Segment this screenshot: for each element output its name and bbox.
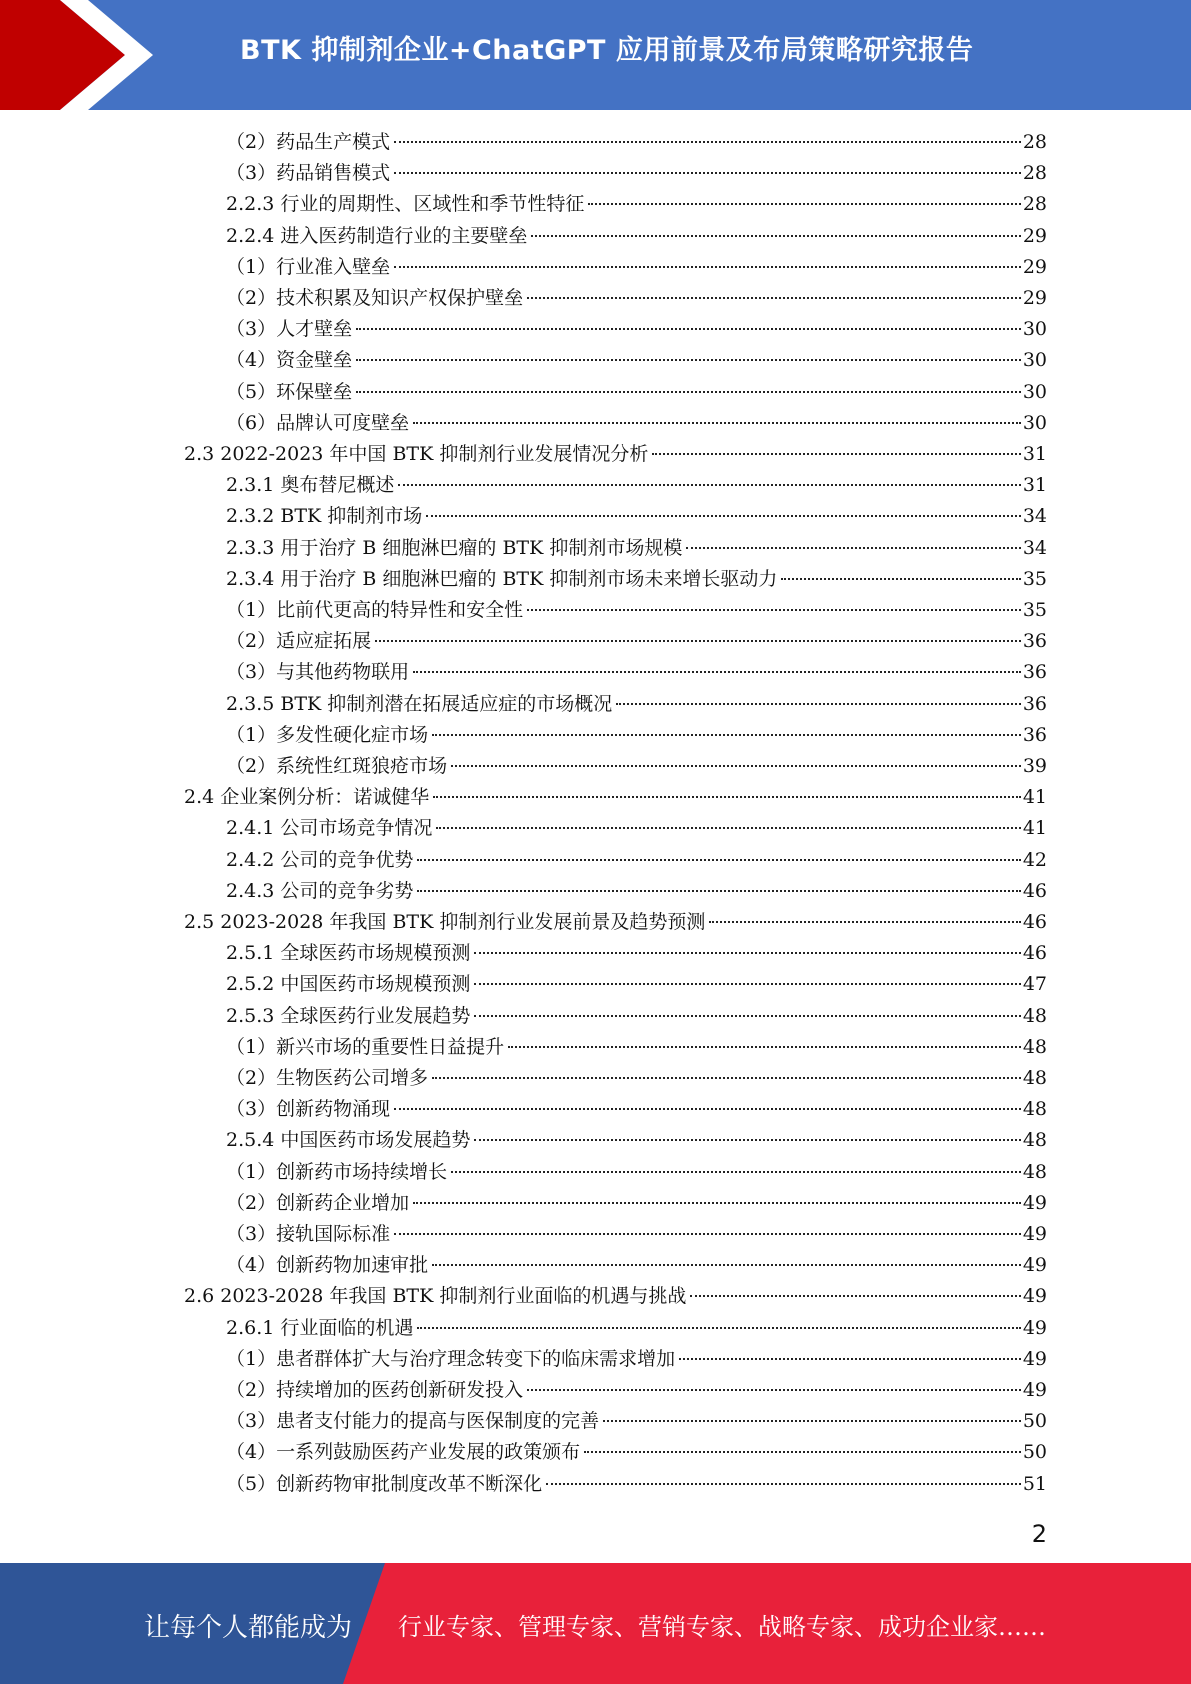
toc-entry-page: 49: [1022, 1254, 1047, 1277]
toc-entry[interactable]: [226, 283, 1047, 313]
toc-dot-leader: [413, 422, 1021, 424]
toc-entry-label: 2.3.3 用于治疗 B 细胞淋巴瘤的 BTK 抑制剂市场规模: [226, 536, 683, 559]
toc-entry-label: 2.5 2023-2028 年我国 BTK 抑制剂行业发展前景及趋势预测: [184, 911, 706, 933]
toc-entry-label: 2.2.4 进入医药制造行业的主要壁垒: [226, 224, 528, 247]
toc-entry-page: 31: [1022, 443, 1047, 465]
toc-entry[interactable]: [226, 1157, 1047, 1187]
toc-entry[interactable]: [226, 1063, 1047, 1093]
toc-entry[interactable]: [226, 1406, 1047, 1436]
toc-entry-label: 2.3.5 BTK 抑制剂潜在拓展适应症的市场概况: [226, 692, 613, 715]
toc-entry[interactable]: [226, 1188, 1047, 1218]
toc-dot-leader: [546, 1483, 1021, 1485]
toc-entry-label: 2.5.1 全球医药市场规模预测: [226, 942, 471, 965]
toc-entry[interactable]: [184, 439, 1047, 469]
toc-entry-page: 48: [1022, 1067, 1047, 1089]
toc-entry-page: 46: [1022, 879, 1047, 902]
toc-entry-page: 29: [1022, 224, 1047, 247]
toc-entry-label: （1）创新药市场持续增长: [226, 1160, 448, 1183]
toc-entry-label: （4）一系列鼓励医药产业发展的政策颁布: [226, 1441, 581, 1464]
toc-dot-leader: [451, 1171, 1021, 1173]
toc-entry[interactable]: [226, 626, 1047, 656]
toc-entry[interactable]: [226, 1125, 1047, 1155]
toc-entry[interactable]: [226, 751, 1047, 781]
toc-entry-label: （2）药品生产模式: [226, 131, 391, 153]
toc-entry-label: 2.5.4 中国医药市场发展趋势: [226, 1129, 471, 1152]
toc-dot-leader: [432, 1077, 1021, 1079]
toc-dot-leader: [394, 141, 1021, 143]
toc-dot-leader: [690, 1295, 1020, 1297]
toc-entry-page: 49: [1022, 1191, 1047, 1214]
toc-entry[interactable]: [184, 782, 1047, 812]
toc-entry[interactable]: [226, 221, 1047, 251]
toc-entry-label: 2.4.2 公司的竞争优势: [226, 848, 414, 871]
toc-entry-label: 2.5.3 全球医药行业发展趋势: [226, 1004, 471, 1027]
toc-entry-page: 28: [1022, 131, 1047, 153]
toc-dot-leader: [527, 1389, 1021, 1391]
toc-dot-leader: [508, 1046, 1021, 1048]
toc-entry-label: 2.5.2 中国医药市场规模预测: [226, 973, 471, 996]
toc-entry-page: 47: [1022, 973, 1047, 996]
toc-entry-page: 29: [1022, 255, 1047, 278]
toc-dot-leader: [652, 453, 1020, 455]
toc-dot-leader: [356, 391, 1021, 393]
footer-slogan-right: 行业专家、管理专家、营销专家、战略专家、成功企业家……: [398, 1613, 1046, 1641]
toc-entry-label: 2.6.1 行业面临的机遇: [226, 1316, 414, 1339]
toc-entry[interactable]: [226, 1094, 1047, 1124]
toc-entry[interactable]: [226, 876, 1047, 906]
toc-entry-label: （1）新兴市场的重要性日益提升: [226, 1035, 505, 1058]
toc-dot-leader: [413, 1202, 1021, 1204]
toc-dot-leader: [527, 297, 1021, 299]
toc-entry[interactable]: [226, 314, 1047, 344]
toc-entry-page: 49: [1022, 1285, 1047, 1308]
toc-entry-page: 48: [1022, 1129, 1047, 1152]
toc-dot-leader: [432, 734, 1021, 736]
toc-dot-leader: [686, 547, 1020, 549]
toc-dot-leader: [451, 765, 1021, 767]
toc-entry[interactable]: [226, 1344, 1047, 1374]
toc-entry-page: 50: [1022, 1410, 1047, 1433]
toc-entry-label: 2.2.3 行业的周期性、区域性和季节性特征: [226, 193, 585, 216]
toc-dot-leader: [375, 640, 1021, 642]
toc-entry-label: （2）技术积累及知识产权保护壁垒: [226, 287, 524, 309]
page-header: [0, 0, 1191, 110]
toc-dot-leader: [584, 1451, 1021, 1453]
toc-entry-label: 2.6 2023-2028 年我国 BTK 抑制剂行业面临的机遇与挑战: [184, 1285, 687, 1308]
toc-dot-leader: [474, 983, 1020, 985]
toc-dot-leader: [413, 671, 1021, 673]
toc-entry[interactable]: [226, 533, 1047, 563]
toc-entry-page: 31: [1022, 474, 1047, 497]
toc-entry[interactable]: [184, 907, 1047, 937]
toc-dot-leader: [356, 328, 1021, 330]
toc-dot-leader: [356, 359, 1021, 361]
toc-dot-leader: [436, 827, 1020, 829]
toc-entry[interactable]: [226, 1250, 1047, 1280]
toc-entry-label: （3）与其他药物联用: [226, 661, 410, 684]
toc-entry-label: （5）创新药物审批制度改革不断深化: [226, 1472, 543, 1495]
toc-entry[interactable]: [226, 813, 1047, 843]
header-title: BTK 抑制剂企业+ChatGPT 应用前景及布局策略研究报告: [240, 35, 974, 66]
toc-entry[interactable]: [226, 1469, 1047, 1499]
toc-entry-page: 46: [1022, 942, 1047, 965]
toc-entry-label: （3）患者支付能力的提高与医保制度的完善: [226, 1410, 600, 1433]
toc-entry-page: 48: [1022, 1004, 1047, 1027]
toc-entry[interactable]: [226, 1313, 1047, 1343]
toc-entry-label: （3）药品销售模式: [226, 162, 391, 185]
toc-entry-page: 34: [1022, 536, 1047, 559]
toc-entry-page: 48: [1022, 1035, 1047, 1058]
toc-dot-leader: [527, 609, 1021, 611]
toc-entry-label: （1）患者群体扩大与治疗理念转变下的临床需求增加: [226, 1347, 676, 1370]
toc-entry[interactable]: [226, 969, 1047, 999]
toc-entry[interactable]: [226, 657, 1047, 687]
toc-entry-page: 30: [1022, 380, 1047, 403]
toc-entry-label: （2）创新药企业增加: [226, 1191, 410, 1214]
toc-entry-label: 2.3 2022-2023 年中国 BTK 抑制剂行业发展情况分析: [184, 443, 649, 465]
toc-entry-page: 35: [1022, 567, 1047, 590]
toc-entry-page: 51: [1022, 1472, 1047, 1495]
toc-dot-leader: [394, 1108, 1021, 1110]
toc-entry[interactable]: [226, 1001, 1047, 1031]
toc-entry-page: 48: [1022, 1098, 1047, 1121]
toc-entry-page: 50: [1022, 1441, 1047, 1464]
toc-entry-page: 42: [1022, 848, 1047, 871]
toc-entry-page: 35: [1022, 599, 1047, 621]
toc-entry-page: 41: [1022, 786, 1047, 809]
toc-entry-page: 49: [1022, 1223, 1047, 1245]
toc-dot-leader: [709, 921, 1020, 923]
toc-entry-label: （1）比前代更高的特异性和安全性: [226, 599, 524, 621]
toc-entry[interactable]: [226, 1032, 1047, 1062]
toc-dot-leader: [603, 1420, 1021, 1422]
toc-dot-leader: [417, 890, 1020, 892]
toc-entry-page: 36: [1022, 630, 1047, 653]
toc-entry[interactable]: [226, 595, 1047, 625]
toc-entry-label: （2）生物医药公司增多: [226, 1067, 429, 1089]
toc-entry-page: 34: [1022, 505, 1047, 528]
toc-entry-page: 48: [1022, 1160, 1047, 1183]
toc-entry-label: （4）创新药物加速审批: [226, 1254, 429, 1277]
toc-dot-leader: [531, 235, 1020, 237]
toc-entry[interactable]: [226, 158, 1047, 188]
toc-dot-leader: [432, 1264, 1021, 1266]
toc-entry-label: （1）多发性硬化症市场: [226, 723, 429, 746]
toc-entry-label: （3）创新药物涌现: [226, 1098, 391, 1121]
toc-dot-leader: [394, 1233, 1021, 1235]
toc-entry[interactable]: [226, 1437, 1047, 1467]
toc-entry-label: 2.3.1 奥布替尼概述: [226, 474, 395, 497]
toc-entry-label: （4）资金壁垒: [226, 349, 353, 372]
toc-dot-leader: [394, 266, 1021, 268]
toc-entry[interactable]: [226, 720, 1047, 750]
toc-entry-page: 30: [1022, 349, 1047, 372]
toc-entry-page: 36: [1022, 692, 1047, 715]
toc-entry-page: 39: [1022, 755, 1047, 777]
toc-entry-page: 46: [1022, 911, 1047, 933]
toc-entry[interactable]: [226, 189, 1047, 219]
toc-entry-page: 49: [1022, 1316, 1047, 1339]
toc-dot-leader: [433, 796, 1021, 798]
toc-entry-label: 2.4.1 公司市场竞争情况: [226, 817, 433, 840]
toc-dot-leader: [474, 1015, 1020, 1017]
toc-dot-leader: [398, 484, 1020, 486]
toc-entry[interactable]: [226, 408, 1047, 438]
toc-entry[interactable]: [226, 1375, 1047, 1405]
toc-entry[interactable]: [226, 345, 1047, 375]
toc-dot-leader: [679, 1358, 1021, 1360]
toc-entry-label: 2.4 企业案例分析：诺诚健华: [184, 786, 430, 809]
page-footer: [0, 1563, 1191, 1684]
toc-entry[interactable]: [226, 377, 1047, 407]
toc-entry-page: 28: [1022, 193, 1047, 216]
toc-entry-page: 36: [1022, 723, 1047, 746]
toc-entry-label: 2.3.4 用于治疗 B 细胞淋巴瘤的 BTK 抑制剂市场未来增长驱动力: [226, 567, 778, 590]
toc-entry[interactable]: [226, 564, 1047, 594]
toc-entry-label: （1）行业准入壁垒: [226, 255, 391, 278]
toc-entry-page: 49: [1022, 1379, 1047, 1401]
toc-entry-label: （3）人才壁垒: [226, 318, 353, 341]
toc-entry[interactable]: [226, 938, 1047, 968]
toc-dot-leader: [426, 515, 1021, 517]
toc-entry-label: （2）持续增加的医药创新研发投入: [226, 1379, 524, 1401]
toc-entry[interactable]: [226, 470, 1047, 500]
toc-dot-leader: [588, 203, 1020, 205]
toc-entry[interactable]: [226, 845, 1047, 875]
toc-entry-label: （3）接轨国际标准: [226, 1223, 391, 1245]
toc-entry-page: 36: [1022, 661, 1047, 684]
toc-entry-page: 28: [1022, 162, 1047, 185]
toc-dot-leader: [394, 172, 1021, 174]
toc-dot-leader: [781, 578, 1020, 580]
toc-entry[interactable]: [226, 127, 1047, 157]
toc-entry[interactable]: [226, 1219, 1047, 1249]
toc-entry-page: 41: [1022, 817, 1047, 840]
toc-entry[interactable]: [226, 501, 1047, 531]
toc-dot-leader: [417, 1327, 1020, 1329]
toc-dot-leader: [616, 703, 1021, 705]
footer-slogan-left: 让每个人都能成为: [144, 1613, 353, 1643]
toc-entry-page: 29: [1022, 287, 1047, 309]
toc-entry-label: （2）系统性红斑狼疮市场: [226, 755, 448, 777]
toc-entry-label: （5）环保壁垒: [226, 380, 353, 403]
toc-dot-leader: [474, 952, 1020, 954]
page-number: 2: [1031, 1520, 1047, 1548]
toc-dot-leader: [474, 1139, 1020, 1141]
toc-entry-page: 49: [1022, 1347, 1047, 1370]
toc-entry-page: 30: [1022, 318, 1047, 341]
toc-entry-label: 2.4.3 公司的竞争劣势: [226, 879, 414, 902]
toc-entry[interactable]: [226, 689, 1047, 719]
toc-dot-leader: [417, 859, 1020, 861]
toc-entry-page: 30: [1022, 411, 1047, 434]
toc-entry-label: 2.3.2 BTK 抑制剂市场: [226, 505, 423, 528]
toc-entry-label: （6）品牌认可度壁垒: [226, 411, 410, 434]
toc-entry[interactable]: [184, 1281, 1047, 1311]
toc-entry[interactable]: [226, 252, 1047, 282]
toc-entry-label: （2）适应症拓展: [226, 630, 372, 653]
